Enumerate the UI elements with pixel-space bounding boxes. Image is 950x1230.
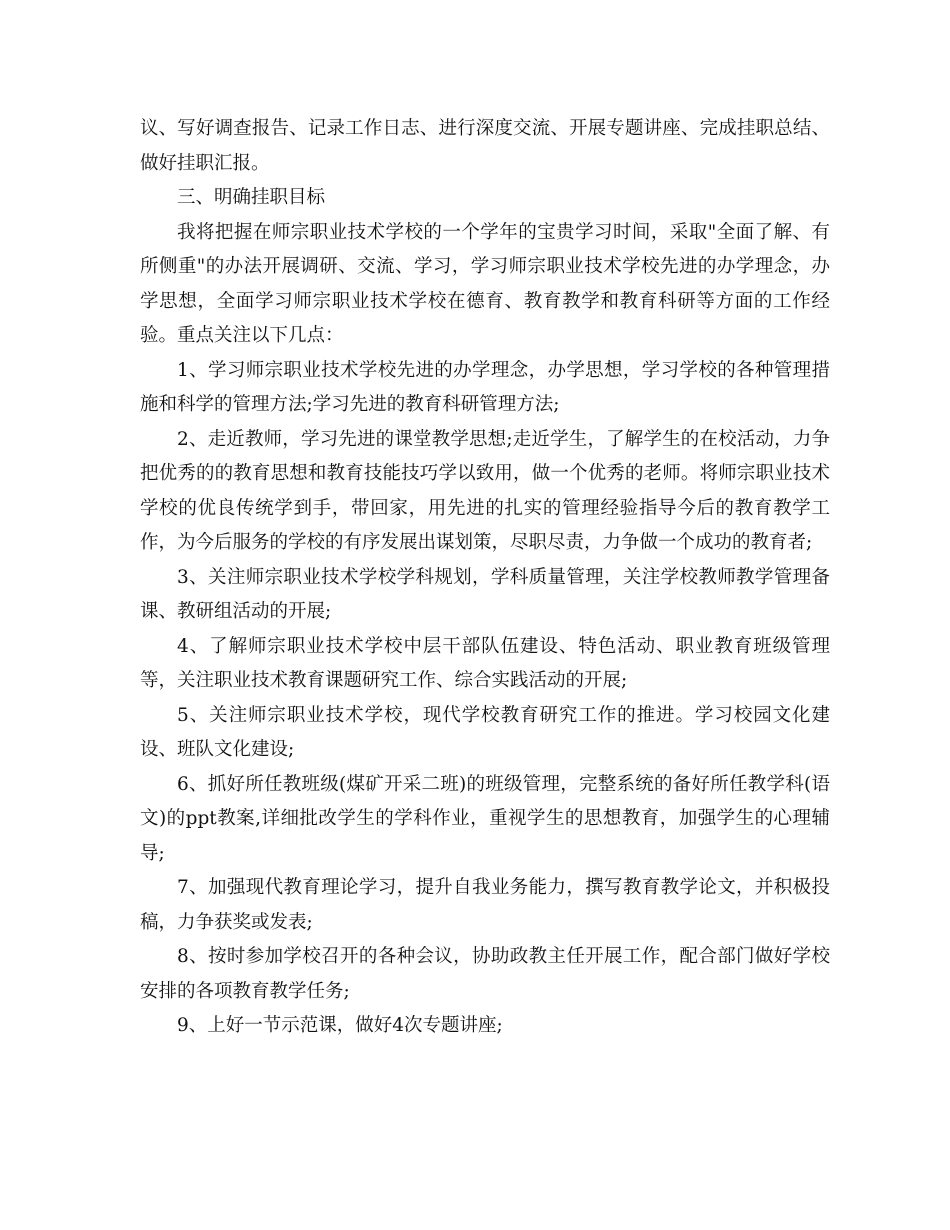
list-item-6: 6、抓好所任教班级(煤矿开采二班)的班级管理，完整系统的备好所任教学科(语文)的ppt教案,详细批改学生的学科作业，重视学生的思想教育，加强学生的心理辅导; xyxy=(140,773,830,864)
list-item-5: 5、关注师宗职业技术学校，现代学校教育研究工作的推进。学习校园文化建设、班队文化建设; xyxy=(140,704,830,760)
paragraph-intro: 我将把握在师宗职业技术学校的一个学年的宝贵学习时间，采取"全面了解、有所侧重"的办法开展调研、交流、学习，学习师宗职业技术学校先进的办学理念，办学思想，全面学习师宗职业技术学校在德育、教育教学和教育科研等方面的工作经验。重点关注以下几点： xyxy=(140,221,830,346)
list-item-8: 8、按时参加学校召开的各种会议，协助政教主任开展工作，配合部门做好学校安排的各项教育教学任务; xyxy=(140,946,830,1002)
section-heading: 三、明确挂职目标 xyxy=(177,187,326,208)
list-item-1: 1、学习师宗职业技术学校先进的办学理念，办学思想，学习学校的各种管理措施和科学的管理方法;学习先进的教育科研管理方法; xyxy=(140,359,830,415)
list-item-2: 2、走近教师，学习先进的课堂教学思想;走近学生，了解学生的在校活动，力争把优秀的的教育思想和教育技能技巧学以致用，做一个优秀的老师。将师宗职业技术学校的优良传统学到手，带回家，用先进的扎实的管理经验指导今后的教育教学工作，为今后服务的学校的有序发展出谋划策，尽职尽责，力争做一个成功的教育者; xyxy=(140,428,830,553)
list-item-9: 9、上好一节示范课，做好4次专题讲座; xyxy=(177,1015,503,1036)
paragraph-continuation: 议、写好调查报告、记录工作日志、进行深度交流、开展专题讲座、完成挂职总结、做好挂职汇报。 xyxy=(140,118,830,174)
document-body xyxy=(140,112,830,1044)
list-item-4: 4、了解师宗职业技术学校中层干部队伍建设、特色活动、职业教育班级管理等，关注职业技术教育课题研究工作、综合实践活动的开展; xyxy=(140,635,830,691)
list-item-7: 7、加强现代教育理论学习，提升自我业务能力，撰写教育教学论文，并积极投稿，力争获奖或发表; xyxy=(140,877,830,933)
list-item-3: 3、关注师宗职业技术学校学科规划，学科质量管理，关注学校教师教学管理备课、教研组活动的开展; xyxy=(140,566,830,622)
